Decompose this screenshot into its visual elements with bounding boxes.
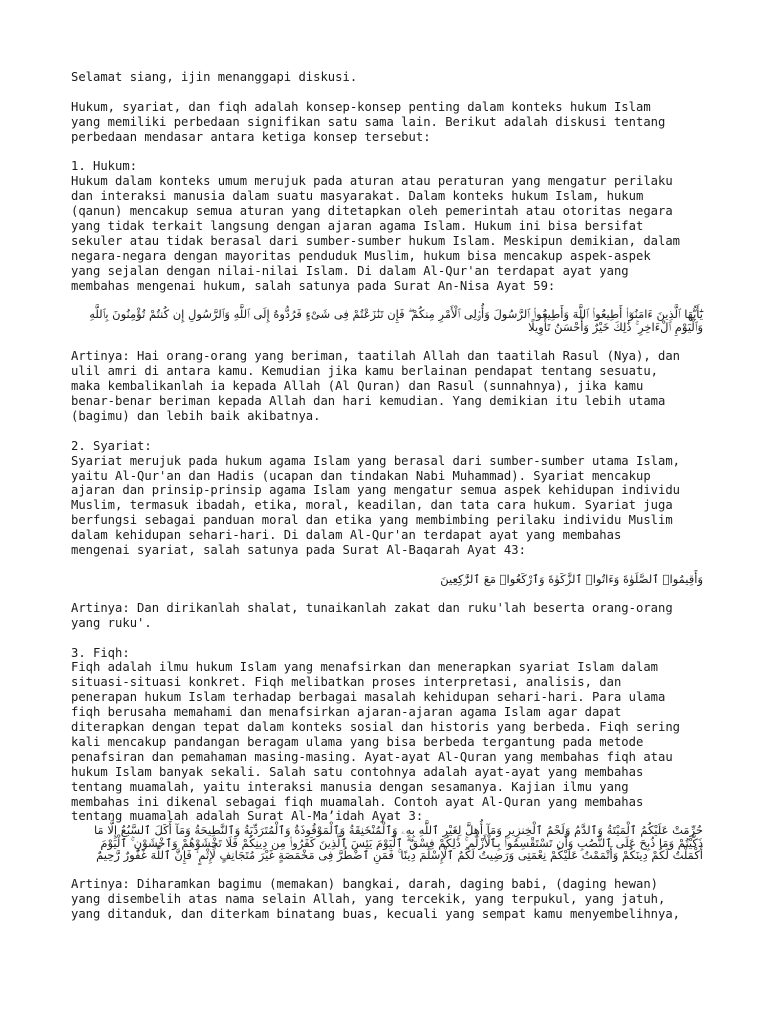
syariat-line: Syariat merujuk pada hukum agama Islam yang berasal dari sumber-sumber utama Islam, — [71, 453, 681, 468]
hukum-translation-line: maka kembalikanlah ia kepada Allah (Al Quran) dan Rasul (sunnahnya), jika kamu — [71, 379, 644, 394]
syariat-line: mengenai syariat, salah satunya pada Surat Al-Baqarah Ayat 43: — [71, 543, 526, 558]
spacer — [71, 145, 703, 160]
spacer — [71, 862, 703, 877]
syariat-line: dalam kehidupan sehari-hari. Di dalam Al-Qur'an terdapat ayat yang membahas — [71, 528, 622, 543]
fiqh-heading: 3. Fiqh: — [71, 645, 130, 660]
fiqh-translation-line: Artinya: Diharamkan bagimu (memakan) bangkai, darah, daging babi, (daging hewan) — [71, 876, 658, 891]
hukum-line: negara-negara dengan mayoritas penduduk Muslim, hukum bisa mencakup aspek-aspek — [71, 248, 651, 263]
syariat-line: yaitu Al-Qur'an dan Hadis (ucapan dan tindakan Nabi Muhammad). Syariat mencakup — [71, 468, 651, 483]
hukum-heading: 1. Hukum: — [71, 159, 138, 174]
hukum-line: yang sejalan dengan nilai-nilai Islam. Di dalam Al-Qur'an terdapat ayat yang — [71, 263, 629, 278]
fiqh-line: hukum Islam banyak sekali. Salah satu contohnya adalah ayat-ayat yang membahas — [71, 764, 644, 779]
intro-line: Hukum, syariat, dan fiqh adalah konsep-konsep penting dalam konteks hukum Islam — [71, 99, 651, 114]
fiqh-line: diterapkan dengan tepat dalam konteks sosial dan historis yang berbeda. Fiqh sering — [71, 720, 681, 735]
hukum-line: sekuler atau tidak berasal dari sumber-sumber hukum Islam. Meskipun demikian, dalam — [71, 233, 681, 248]
fiqh-line: penerapan hukum Islam terhadap berbagai masalah kehidupan sehari-hari. Para ulama — [71, 690, 666, 705]
arabic-verse-al-baqarah-43: وَأَقِيمُوا۟ ٱلصَّلَوٰةَ وَءَاتُوا۟ ٱلزَّكَوٰةَ وَٱرْكَعُوا۟ مَعَ ٱلرَّٰكِعِينَ — [440, 571, 703, 586]
spacer — [71, 586, 703, 601]
spacer — [71, 85, 703, 100]
hukum-line: yang tidak terkait langsung dengan ajaran agama Islam. Hukum ini bisa bersifat — [71, 219, 644, 234]
fiqh-translation-line: yang disembelih atas nama selain Allah, yang tercekik, yang terpukul, yang jatuh, — [71, 891, 666, 906]
fiqh-line: kali mencakup pandangan beragam ulama yang bisa berbeda tergantung pada metode — [71, 734, 644, 749]
hukum-line: (qanun) mencakup semua aturan yang ditetapkan oleh pemerintah atau otoritas negara — [71, 204, 673, 219]
hukum-translation-line: Artinya: Hai orang-orang yang beriman, taatilah Allah dan taatilah Rasul (Nya), dan — [71, 349, 681, 364]
hukum-line: membahas mengenai hukum, salah satunya pada Surat An-Nisa Ayat 59: — [71, 278, 556, 293]
spacer — [71, 631, 703, 646]
fiqh-line: fiqh berusaha memahami dan menafsirkan ajaran-ajaran agama Islam agar dapat — [71, 705, 622, 720]
hukum-translation-line: ulil amri di antara kamu. Kemudian jika kamu berlainan pendapat tentang sesuatu, — [71, 364, 658, 379]
greeting-line: Selamat siang, ijin menanggapi diskusi. — [71, 70, 358, 84]
hukum-line: dan interaksi manusia dalam suatu masyarakat. Dalam konteks hukum Islam, hukum — [71, 189, 644, 204]
fiqh-line: tentang muamalah adalah Surat Al-Ma’idah Ayat 3: — [71, 809, 424, 824]
arabic-verse-an-nisa-59: يَٰٓأَيُّهَا ٱلَّذِينَ ءَامَنُوٓا۟ أَطِيعُوا۟ ٱللَّهَ وَأَطِيعُوا۟ ٱلرَّسُولَ وَأُو۟لِى ٱلْأَمْرِ مِنكُمْ ۖ فَإِن تَنَٰزَعْتُمْ فِى شَىْءٍ فَرُدُّوهُ إِلَى ٱللَّهِ وَٱلرَّسُولِ إِن كُنتُمْ تُؤْمِنُونَ بِٱللَّهِ وَٱلْيَوْمِ ٱلْءَاخِرِ ۚ ذَٰلِكَ خَيْرٌ وَأَحْسَنُ تَأْوِيلًا — [89, 307, 703, 335]
fiqh-line: penafsiran dan pemahaman masing-masing. Ayat-ayat Al-Quran yang membahas fiqh atau — [71, 749, 673, 764]
document-page — [71, 70, 703, 921]
intro-line: perbedaan mendasar antara ketiga konsep tersebut: — [71, 129, 431, 144]
fiqh-line: situasi-situasi konkret. Fiqh melibatkan proses interpretasi, analisis, dan — [71, 675, 622, 690]
syariat-line: ajaran dan prinsip-prinsip agama Islam yang mengatur semua aspek kehidupan individu — [71, 483, 681, 498]
spacer — [71, 334, 703, 349]
hukum-translation-line: (bagimu) dan lebih baik akibatnya. — [71, 408, 321, 423]
arabic-verse-al-maidah-3: حُرِّمَتْ عَلَيْكُمُ ٱلْمَيْتَةُ وَٱلدَّمُ وَلَحْمُ ٱلْخِنزِيرِ وَمَآ أُهِلَّ لِغَيْرِ ٱللَّهِ بِهِۦ وَٱلْمُنْخَنِقَةُ وَٱلْمَوْقُوذَةُ وَٱلْمُتَرَدِّيَةُ وَٱلنَّطِيحَةُ وَمَآ أَكَلَ ٱلسَّبُعُ إِلَّا مَا ذَكَّيْتُمْ وَمَا ذُبِحَ عَلَى ٱلنُّصُبِ وَأَن تَسْتَقْسِمُوا۟ بِٱلْأَزْلَٰمِ ۚ ذَٰلِكُمْ فِسْقٌ ۗ ٱلْيَوْمَ يَئِسَ ٱلَّذِينَ كَفَرُوا۟ مِن دِينِكُمْ فَلَا تَخْشَوْهُمْ وَٱخْشَوْنِ ۚ ٱلْيَوْمَ أَكْمَلْتُ لَكُمْ دِينَكُمْ وَأَتْمَمْتُ عَلَيْكُمْ نِعْمَتِى وَرَضِيتُ لَكُمُ ٱلْإِسْلَٰمَ دِينًا ۚ فَمَنِ ٱضْطُرَّ فِى مَخْمَصَةٍ غَيْرَ مُتَجَانِفٍ لِّإِثْمٍ ۙ فَإِنَّ ٱللَّهَ غَفُورٌ رَّحِيمٌ — [94, 823, 703, 863]
hukum-translation-line: benar-benar beriman kepada Allah dan hari kemudian. Yang demikian itu lebih utama — [71, 394, 666, 409]
intro-line: yang memiliki perbedaan signifikan satu sama lain. Berikut adalah diskusi tentang — [71, 114, 666, 129]
fiqh-line: tentang muamalah, yaitu interaksi manusia dengan sesamanya. Kajian ilmu yang — [71, 779, 629, 794]
syariat-translation-line: Artinya: Dan dirikanlah shalat, tunaikanlah zakat dan ruku'lah beserta orang-orang — [71, 600, 673, 615]
syariat-line: berfungsi sebagai panduan moral dan etika yang membimbing perilaku individu Muslim — [71, 513, 673, 528]
syariat-line: Muslim, termasuk ibadah, etika, moral, keadilan, dan tata cara hukum. Syariat juga — [71, 498, 673, 513]
hukum-line: Hukum dalam konteks umum merujuk pada aturan atau peraturan yang mengatur perilaku — [71, 174, 673, 189]
spacer — [71, 424, 703, 439]
fiqh-translation-line: yang ditanduk, dan diterkam binatang buas, kecuali yang sempat kamu menyembelihnya, — [71, 906, 681, 921]
syariat-heading: 2. Syariat: — [71, 438, 152, 453]
fiqh-line: membahas ini dikenal sebagai fiqh muamalah. Contoh ayat Al-Quran yang membahas — [71, 794, 644, 809]
fiqh-line: Fiqh adalah ilmu hukum Islam yang menafsirkan dan menerapkan syariat Islam dalam — [71, 660, 658, 675]
spacer — [71, 558, 703, 573]
syariat-translation-line: yang ruku'. — [71, 615, 152, 630]
